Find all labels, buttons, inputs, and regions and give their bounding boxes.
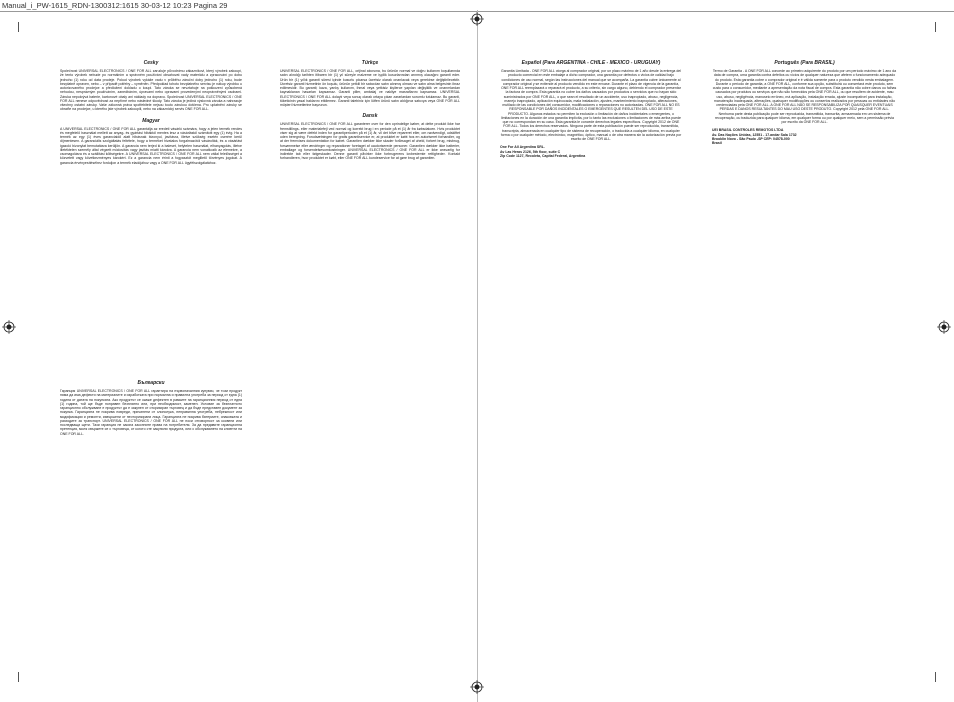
warranty-text-bulgarian: Гаранция UNIVERSAL ELECTRONICS / ONE FOR ALL гарантира на първоначалния купувач, че този продукт няма да има дефекти на материалите и изработката при нормална и правилна употреба за период от една (1) година от датата на покупката. Ако продуктът се окаже дефектен в рамките на гаранционния период от една (1) година, той ще бъде поправен безплатно или, при необходимост, заменен. Условие за безплатното гаранционно обслужване е продуктът да е закупен от оторизиран търговец и да бъде представен документ за покупка. Гаранцията не покрива повреди, причинени от злополука, неправилна употреба, небрежност или модификации и ремонти, извършени от неоторизирани лица. Гаранцията не покрива батериите, опаковката и разходите за транспорт. UNIVERSAL ELECTRONICS / ONE FOR ALL не носи отговорност за косвени или последващи щети. Тази гаранция не засяга законните права на потребителя. За да предявите гаранционна претенция, моля свържете се с търговеца, от когото сте закупили продукта, или с обслужването на клиенти на ONE FOR ALL.: [60, 389, 242, 436]
column-turkce-dansk: [280, 60, 460, 345]
column-portugues: [712, 60, 897, 350]
address-argentina: [500, 145, 682, 158]
section-heading-cesky: Česky: [143, 60, 159, 66]
column-cesky-magyar: [60, 60, 242, 345]
address-line: Av Las Heras 2126, 5th floor, suite C: [500, 149, 561, 154]
address-line: Av. Das Nações Unidas, 12551 - 17.andar Sala 1732: [712, 132, 797, 137]
address-line: Brasil: [712, 141, 722, 145]
warranty-text-turkce: UNIVERSAL ELECTRONICS / ONE FOR ALL, orijinal alıcısına, bu ürünün normal ve doğru kullanım koşullarında satın alındığı tarihten itibaren bir (1) yıl süreyle malzeme ve işçilik kusurlarından arınmış olacağını garanti eder. Ürün bir (1) yıllık garanti süresi içinde kusurlu çıkarsa ücretsiz olarak onarılacak veya gerekirse değiştirilecektir. Ücretsiz garanti hizmetinin ön koşulu, ürünün yetkili bir satıcıdan satın alınmış olması ve satın alma belgesinin ibraz edilmesidir. Bu garanti; kaza, yanlış kullanım, ihmal veya yetkisiz kişilerce yapılan değişiklik ve onarımlardan kaynaklanan hasarları kapsamaz. Garanti piller, ambalaj ve nakliye masraflarını kapsamaz. UNIVERSAL ELECTRONICS / ONE FOR ALL dolaylı veya sonuç olarak ortaya çıkan zararlardan sorumlu tutulamaz. Bu garanti, tüketicinin yasal haklarını etkilemez. Garanti talebiniz için lütfen ürünü satın aldığınız satıcıya veya ONE FOR ALL müşteri hizmetlerine başvurun.: [280, 69, 460, 107]
column-bulgarian: [60, 380, 242, 540]
warranty-text-cesky: Společnost UNIVERSAL ELECTRONICS / ONE FOR ALL zaručuje původnímu zákazníkovi, který výrobek zakoupí, že tento výrobek nebude po normálním a správném používání obsahovat vady materiálu a zpracování po dobu jednoho (1) roku od data prodeje. Pokud výrobek vykáže vadu v průběhu záruční doby jednoho (1) roku, bude bezplatně opraven, nebo – v případě potřeby – vyměněn. Předpoklad tohoto bezplatného servisu je nákup výrobku u autorizovaného prodejce a předložení dokladu o koupi. Tato záruka se nevztahuje na poškození způsobená nehodou, nesprávným používáním, zanedbáním, úpravami nebo opravami provedenými neoprávněnými osobami. Záruka nepokrývá baterie, kartonové obaly ani náklady na dopravu. Společnost UNIVERSAL ELECTRONICS / ONE FOR ALL nenese odpovědnost za nepřímé nebo následné škody. Tato záruka je jediná výslovná záruka a nahrazuje všechny ostatní záruky. Vaše zákonná práva spotřebitele nejsou touto zárukou dotčena. Pro uplatnění záruky se obraťte na prodejce, u kterého jste výrobek zakoupili, nebo na zákaznický servis ONE FOR ALL.: [60, 69, 242, 112]
crop-mark: [935, 672, 936, 682]
address-line: Zip Code 1127, Recoleta, Capital Federal, Argentina: [500, 153, 586, 158]
section-heading-bulgarian: Български: [137, 380, 165, 386]
warranty-text-espanol: Garantía Limitada - ONE FOR ALL otorga al comprador original, por un plazo máximo de 1 año desde la entrega del producto comercial en este embalaje a dicho comprador, una garantía por defectos o vicios de calidad bajo condiciones de uso normal, según las instrucciones del manual que se acompaña. La garantía cubre únicamente al comprador original y se extiende al producto vendido en este envase. Durante el plazo de vigencia de la garantía, ONE FOR ALL reemplazará o reparará el producto, a su criterio, sin cargo alguno, debiendo el comprador presentar la factura de compra. Esta garantía no cubre los daños causados por productos o servicios que no hayan sido suministrados por ONE FOR ALL, o que sean el resultado de un accidente, uso inapropiado, abuso, negligencia, manejo inapropiado, aplicación equivocada, mala instalación, ajustes, mantenimiento inapropiado, alteraciones, mutilado de las condiciones del consumidor, modificaciones o reparaciones no autorizadas. ONE FOR ALL NO ES RESPONSABLE POR DAÑOS INCIDENTALES O EMERGENTES QUE RESULTEN DEL USO DE ESTE PRODUCTO. Algunos estados no permiten la exclusión o limitación de daños incidentales o emergentes, o limitaciones en la duración de una garantía implícita, por lo tanto las exclusiones o limitaciones de más arriba puede que no correspondan en su caso. Esta garantía le concede derechos legales específicos. Copyright 2012 de ONE FOR ALL. Todos los derechos reservados. Ninguna parte de esta publicación puede ser reproducida, transmitida, transcripta, almacenada en cualquier tipo de sistema de recuperación, o traducida a cualquier idioma, en cualquier forma o por cualquier método, electrónico, magnético, óptico, manual o de otra manera sin la autorización previa por escrito de ONE FOR ALL.: [500, 69, 682, 141]
registration-mark-icon: [470, 12, 484, 26]
registration-mark-icon: [937, 320, 951, 334]
section-heading-dansk: Dansk: [362, 113, 378, 120]
warranty-text-portugues: Termo de Garantia - A ONE FOR ALL concede ao primeiro adquirente do produto por um período máximo de 1 ano da data de compra, uma garantia contra defeitos ou vícios de qualquer natureza que afetem o funcionamento adequado do produto. Esta garantia cobre o comprador original e é válida somente para o produto vendido nesta embalagem. Durante o período de garantia, a ONE FOR ALL, conforme sua opção, substituirá ou consertará este produto, sem custo para o consumidor, mediante a apresentação da nota fiscal de compra. Esta garantia não cobre danos ou falhas causados por produtos ou serviços que não são fornecidos pela ONE FOR ALL, ou que resultem de acidente, mau uso, abuso, negligência, manuseio errôneo, má aplicação, instalação errada, ajuste incompatível para instalação, manutenção inadequada, alterações, quaisquer modificações ou consertos realizados por pessoas ou entidades não credenciadas pela ONE FOR ALL. A ONE FOR ALL NÃO SE RESPONSABILIZA POR QUAISQUER EVENTUAIS PERDAS E DANOS RESULTANTES DO MAU USO DESTE PRODUTO. Copyright 2012 pela ONE FOR ALL. Nenhuma parte desta publicação pode ser reproduzida, transmitida, transcrita, armazenada em um sistema de recuperação, ou traduzida para qualquer idioma, em qualquer forma ou por qualquer meio, sem a permissão prévia por escrito da ONE FOR ALL.: [712, 69, 897, 124]
section-heading-magyar: Magyar: [142, 117, 160, 124]
address-line: UEI BRASIL CONTROLES REMOTOS LTDA: [712, 128, 784, 133]
section-heading-espanol: Español (Para ARGENTINA - CHILE - MEXICO - URUGUAY): [521, 60, 661, 66]
section-heading-turkce: Türkçe: [361, 60, 379, 66]
registration-mark-icon: [2, 320, 16, 334]
registration-mark-icon: [470, 680, 484, 694]
crop-mark: [935, 22, 936, 32]
crop-mark: [18, 672, 19, 682]
crop-mark: [18, 22, 19, 32]
address-line: One For All Argentina SRL.: [500, 145, 545, 150]
address-brasil: [712, 128, 897, 145]
address-line: Brooklin Novo - São Paulo -SP CEP: 04578-000: [712, 136, 790, 141]
section-heading-portugues: Português (Para BRASIL): [774, 60, 835, 66]
warranty-text-dansk: UNIVERSAL ELECTRONICS / ONE FOR ALL garanterer over for den oprindelige køber, at dette produkt ikke har fremstillings- eller materialefejl ved normal og korrekt brug i en periode på et (1) år fra købsdatoen. Hvis produktet viser sig at være defekt inden for garantiperioden på et (1) år, vil det blive repareret eller, om nødvendigt, udskiftet uden beregning. Forudsætningen for gratis garantiservice er, at produktet er købt hos en autoriseret forhandler, og at der fremvises dokumentation for købet. Garantien dækker ikke skader forårsaget af uheld, forkert brug, misbrug, forsømmelse eller ændringer og reparationer foretaget af uautoriserede personer. Garantien dækker ikke batterier, emballage og forsendelsesomkostninger. UNIVERSAL ELECTRONICS / ONE FOR ALL er ikke ansvarlig for indirekte tab eller følgeskader. Denne garanti påvirker ikke forbrugerens lovbestemte rettigheder. Kontakt forhandleren, hvor produktet er købt, eller ONE FOR ALL kundeservice for at gøre brug af garantien.: [280, 122, 460, 161]
print-slug: Manual_i_PW-1615_RDN-1300312:1615 30-03-12 10:23 Pagina 29: [2, 1, 228, 10]
trim-line-mid: [477, 10, 478, 702]
warranty-text-magyar: A UNIVERSAL ELECTRONICS / ONE FOR ALL garantálja az eredeti vásárló számára, hogy a jelen termék rendes és megfelelő használat mellett az anyag- és gyártási hibáktól mentes lesz a vásárlástól számított egy (1) évig. Ha a termék az egy (1) éves garanciaidő alatt hibásnak bizonyul, javításra, illetve szükség esetén cserére kerül díjmentesen. A garanciális szolgáltatás feltétele, hogy a terméket hivatalos forgalmazótól vásárolták, és a vásárlást igazoló bizonylat bemutatásra kerüljön. A garancia nem terjed ki a baleset, helytelen használat, elhanyagolás, illetve illetéktelen személy által végzett módosítás vagy javítás miatti károkra. A garancia nem vonatkozik az elemekre, a csomagolásra és a szállítási költségekre. A UNIVERSAL ELECTRONICS / ONE FOR ALL nem vállal felelősséget a közvetett vagy következményes károkért. Ez a garancia nem érinti a fogyasztót megillető törvényes jogokat. A garancia érvényesítéséhez forduljon a termék eladójához vagy a ONE FOR ALL ügyfélszolgálatához.: [60, 126, 242, 165]
column-espanol: [500, 60, 682, 350]
